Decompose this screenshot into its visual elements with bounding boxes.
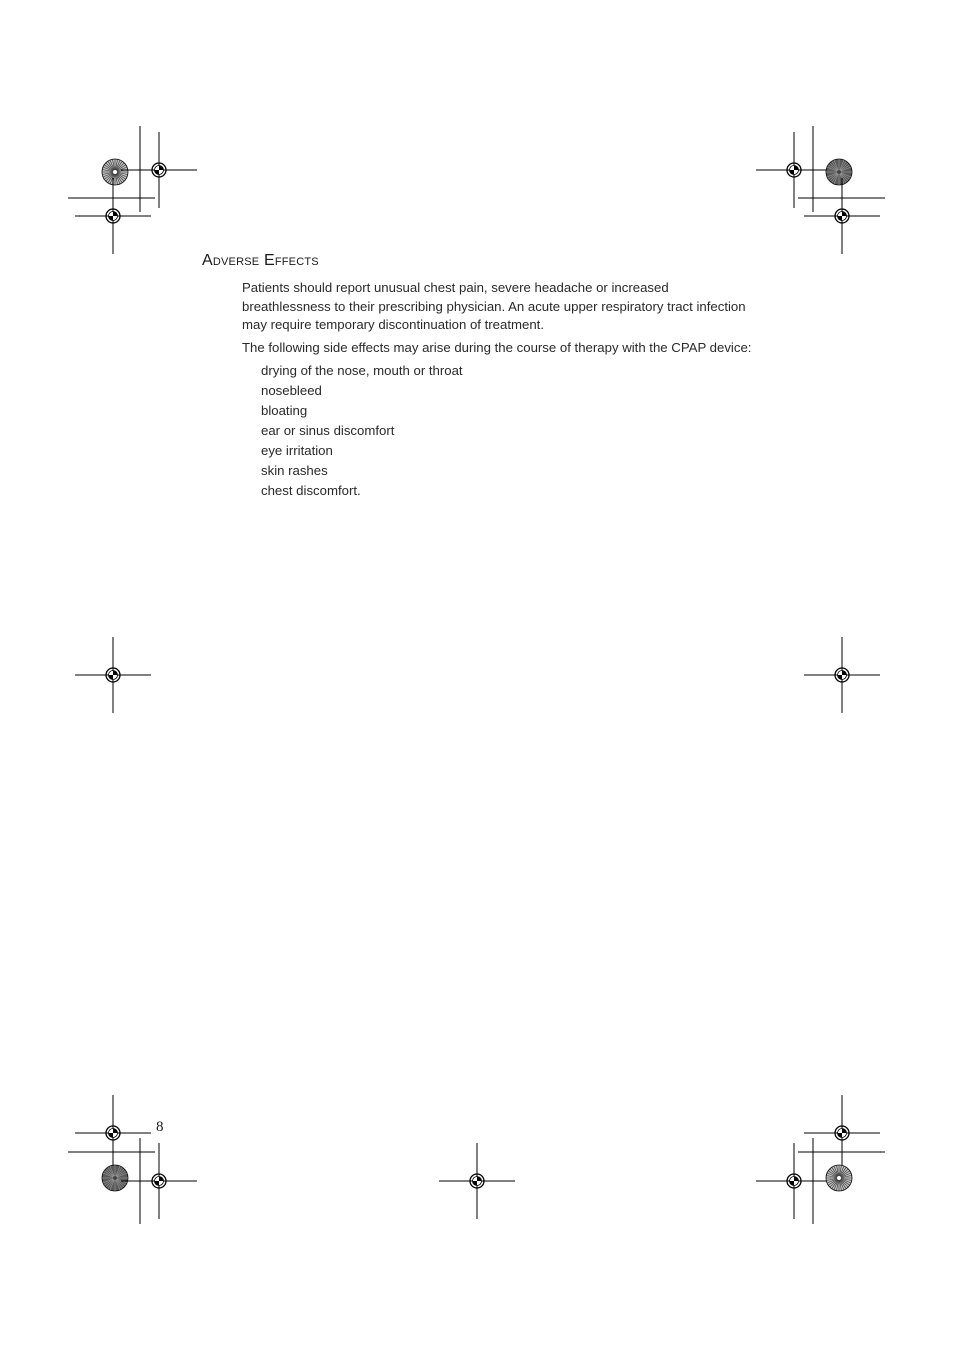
- sunburst-target-icon: [826, 159, 852, 185]
- registration-target-icon: [121, 1143, 197, 1219]
- sunburst-target-icon: [102, 1165, 128, 1191]
- list-item: skin rashes: [261, 463, 328, 478]
- page-number: 8: [156, 1119, 164, 1135]
- registration-target-icon: [439, 1143, 515, 1219]
- section-heading: Adverse Effects: [202, 252, 319, 269]
- side-effects-list: [242, 361, 754, 501]
- list-item: nosebleed: [261, 383, 322, 398]
- paragraph-side-effects-intro: The following side effects may arise during the course of therapy with the CPAP device:: [242, 339, 752, 355]
- list-item: ear or sinus discomfort: [261, 423, 395, 438]
- registration-target-icon: [102, 159, 128, 185]
- section-body: [242, 279, 754, 501]
- registration-target-icon: [756, 132, 832, 208]
- paragraph-reporting: Patients should report unusual chest pain, severe headache or increased breathlessness to their prescribing physician. An acute upper respiratory tract infection may require temporary discontinuation of treatment.: [242, 280, 746, 332]
- list-item: bloating: [261, 403, 308, 418]
- list-item: drying of the nose, mouth or throat: [261, 363, 463, 378]
- sunburst-target-icon: [826, 1165, 852, 1191]
- registration-target-icon: [756, 1143, 832, 1219]
- list-item: eye irritation: [261, 443, 333, 458]
- registration-target-icon: [804, 178, 880, 254]
- registration-target-icon: [804, 1095, 880, 1171]
- list-item: chest discomfort.: [261, 483, 361, 498]
- registration-target-icon: [75, 637, 151, 713]
- registration-target-icon: [804, 637, 880, 713]
- registration-target-icon: [121, 132, 197, 208]
